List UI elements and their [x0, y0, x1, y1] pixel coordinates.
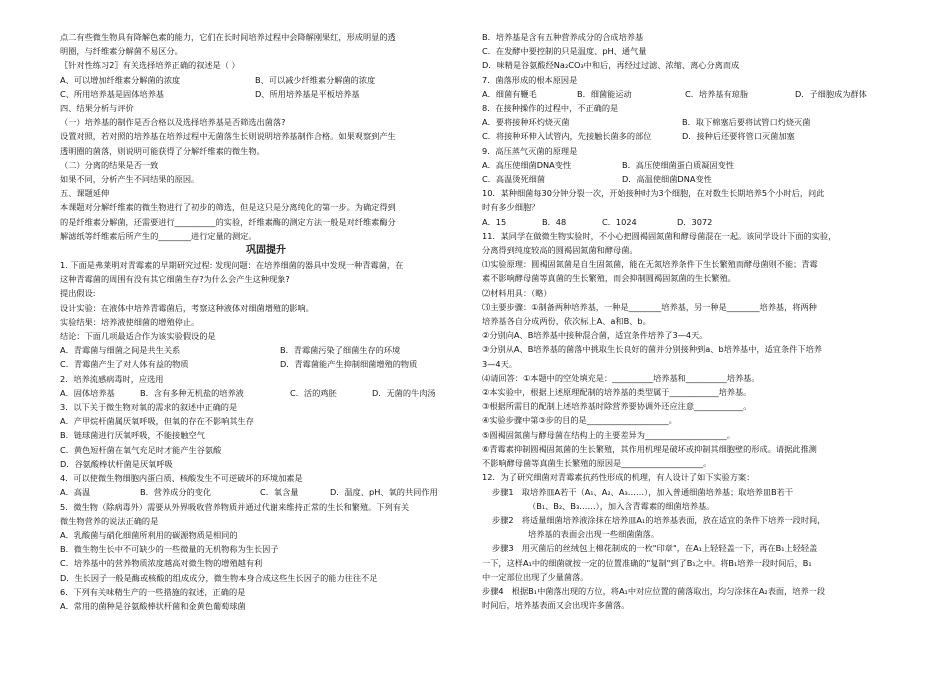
option-d: D．谷氨酸棒状杆菌是厌氧呼吸	[60, 458, 173, 469]
step-label: 步骤1	[492, 486, 514, 497]
paragraph-line: ⑶主要步骤：①制备两种培养基，一种是________培养基，另一种是________培养基，将两种	[482, 301, 817, 312]
step-text: 培养基的表面会出现一些细菌菌落。	[528, 529, 660, 540]
question-8: 8．在接种操作的过程中，不正确的是	[482, 103, 619, 114]
option-a: A．细菌有鞭毛	[482, 88, 537, 99]
question-2: 2．培养流感病毒时，应选用	[60, 373, 164, 384]
paragraph-line: 素不影响酵母菌等真菌的生长繁殖，而会抑制圆褐固氮菌的生长繁殖。	[482, 273, 736, 284]
option-d: D．子细胞成为群体	[795, 88, 867, 99]
option-c: C．在发酵中要控制的只是温度、pH、通气量	[482, 46, 647, 57]
option-row	[482, 172, 892, 186]
paragraph-line: ⑷请回答：①本题中的空处填充是：__________培养基和__________培养基。	[482, 372, 760, 383]
option-c: C．培养基有琼脂	[685, 88, 749, 99]
option-c: C．氧含量	[260, 487, 299, 498]
paragraph-line: ⑴实验原理：圆褐固氮菌是自生固氮菌，能在无氮培养条件下生长繁殖而酵母菌则不能；青霉	[482, 259, 818, 270]
option-b: B．高压使细菌蛋白质凝固变性	[622, 159, 735, 170]
step-text: 一下，这样A₁中的细菌就按一定的位置准确的"复制"到了B₁之中。将B₁培养一段时间后，B₁	[482, 557, 812, 568]
section-heading: 四、结果分析与评价	[60, 103, 134, 114]
option-b: B．链球菌进行厌氧呼吸，不能接触空气	[60, 430, 205, 441]
subsection-heading: （一）培养基的制作是否合格以及选择培养基是否筛选出菌落?	[60, 117, 286, 128]
paragraph-line: 明圈，与纤维素分解菌不易区分。	[60, 46, 183, 57]
paragraph-line: ⑥青霉素抑制圆褐固氮菌的生长繁殖，其作用机理是破坏或抑制其细胞壁的形成。请据此推测	[482, 443, 817, 454]
question-11: 11．某同学在做微生物实验时，不小心把圆褐固氮菌和酵母菌混在一起。该同学设计下面的实验，	[482, 230, 837, 241]
option-d: D．3072	[677, 216, 713, 227]
step-text: （B₁、B₂、B₃……），加入含青霉素的细菌培养基。	[528, 500, 715, 511]
question-3: 3．以下关于微生物对氧的需求的叙述中正确的是	[60, 402, 238, 413]
paragraph-line: 不影响酵母菌等真菌生长繁殖的原因是____________________。	[482, 458, 712, 469]
paragraph-line: ③分别从A、B培养基的菌落中挑取生长良好的菌并分别接种到a、b培养基中，适宜条件下培养	[482, 344, 822, 355]
question-5-line: 微生物营养的说法正确的是	[60, 515, 159, 526]
option-b: B．取下棉塞后要将试管口灼烧灭菌	[682, 117, 811, 128]
option-row	[60, 343, 472, 357]
option-row	[60, 73, 472, 87]
option-c: C．青霉菌产生了对人体有益的物质	[60, 359, 189, 370]
subsection-heading: （二）分离的结果是否一致	[60, 159, 159, 170]
option-d: D．无菌的牛肉汤	[372, 387, 436, 398]
option-a: A．乳酸菌与硝化细菌所利用的碳源物质是相同的	[60, 529, 238, 540]
option-row	[482, 115, 892, 129]
question-11-line: 分离得到纯度较高的圆褐固氮菌和酵母菌。	[482, 245, 638, 256]
question-10: 10．某种细菌每30分钟分裂一次，开始接种时为3个细胞，在对数生长期培养5个小时后，问此	[482, 188, 825, 199]
step-text: 将适量细菌培养液涂抹在培养皿A₁的培养基表面，放在适宜的条件下培养一段时间，	[521, 514, 826, 525]
question-12: 12．为了研究细菌对青霉素抗药性形成的机理，有人设计了如下实验方案：	[482, 472, 755, 483]
step-label: 步骤3	[492, 543, 514, 554]
paragraph-line: ②本实验中，根据上述原理配制的培养基的类型属于____________培养基。	[482, 387, 752, 398]
option-c: C．活的鸡胚	[290, 387, 337, 398]
paragraph-line: ⑤圆褐固氮菌与酵母菌在结构上的主要差异为____________________。	[482, 429, 735, 440]
option-a: A．高压使细菌DNA变性	[482, 159, 572, 170]
paragraph-line: 设置对照，若对照的培养基在培养过程中无菌落生长则说明培养基制作合格。如果观察到产生	[60, 131, 396, 142]
option-b: B、可以减少纤维素分解菌的浓度	[255, 74, 376, 85]
option-c: C、所用培养基是固体培养基	[60, 88, 164, 99]
step-text: 用灭菌后的丝绒包上棉花制成的一枚"印章"，在A₁上轻轻盖一下，再在B₁上轻轻盖	[521, 543, 818, 554]
step-text: 中一定部位出现了少量菌落。	[482, 571, 589, 582]
question-7: 7．菌落形成的根本原因是	[482, 74, 578, 85]
option-b: B．青霉菌污染了细菌生存的环境	[280, 345, 401, 356]
option-d: D．青霉菌能产生抑制细菌增殖的物质	[280, 359, 418, 370]
option-a: A．常用的菌种是谷氨酸棒状杆菌和金黄色葡萄球菌	[60, 600, 246, 611]
step-3	[482, 541, 892, 555]
paragraph-line: 3—4天。	[482, 358, 517, 369]
option-row	[482, 215, 892, 229]
option-row	[60, 386, 472, 400]
question-1-line: 这种青霉菌的周围有没有其它细菌生存?为什么会产生这种现象?	[60, 274, 290, 285]
paragraph-line: ②分别向A、B培养基中接种混合菌，适宜条件培养了3—4天。	[482, 330, 708, 341]
paragraph-line: 如果不同，分析产生不同结果的原因。	[60, 174, 200, 185]
question-6: 6．下列有关味精生产的一些措施的叙述，正确的是	[60, 586, 246, 597]
step-label: 步骤4	[482, 585, 504, 596]
option-row	[60, 485, 472, 499]
option-c: C．黄色短杆菌在氧气充足时才能产生谷氨酸	[60, 444, 222, 455]
question-5: 5．微生物（除病毒外）需要从外界吸收营养物质并通过代谢来维持正常的生长和繁殖。下列有关	[60, 501, 410, 512]
option-b: B．营养成分的变化	[140, 487, 212, 498]
question-4: 4．可以使微生物细胞内蛋白质、核酸发生不可逆破坏的环境加素是	[60, 473, 303, 484]
paragraph-line: 透明圈的菌落，则说明可能获得了分解纤维素的微生物。	[60, 145, 265, 156]
left-column	[60, 30, 472, 613]
option-d: D．接种后还要将管口灭菌加塞	[682, 131, 795, 142]
option-row	[482, 129, 892, 143]
option-a: A．高温	[60, 487, 91, 498]
option-d: D．生长因子一般是酶或核酸的组成成分，微生物本身合成这些生长因子的能力往往不足	[60, 572, 378, 583]
paragraph-line: 培养基各自分成两份，依次标上A、a和B、b。	[482, 316, 651, 327]
paragraph-line: ④实验步骤中第③步的目的是____________________。	[482, 415, 677, 426]
option-b: B．48	[542, 216, 567, 227]
option-d: D．味精是谷氨酸经Na₂CO₃中和后，再经过过滤、浓缩、离心分离而成	[482, 60, 740, 71]
step-label: 步骤2	[492, 514, 514, 525]
option-a: A．固体培养基	[60, 387, 115, 398]
option-a: A．要将接种环灼烧灭菌	[482, 117, 570, 128]
option-c: C．高温烫死细菌	[482, 174, 546, 185]
option-row	[60, 87, 472, 101]
option-c: C．将接种环伸入试管内，先接触长菌多的部位	[482, 131, 652, 142]
step-text: 时间后，培养基表面又会出现许多菌落。	[482, 600, 630, 611]
option-d: D．高温使细菌DNA变性	[622, 174, 712, 185]
option-a: A．15	[482, 216, 507, 227]
option-a: A．青霉菌与细菌之间是共生关系	[60, 345, 181, 356]
option-b: B．含有多种无机盐的培养液	[140, 387, 244, 398]
option-b: B．培养基是含有五种营养成分的合成培养基	[482, 32, 644, 42]
option-row	[60, 357, 472, 371]
paragraph-line: 解滤纸等纤维素后所产生的________进行定量的测定。	[60, 230, 257, 241]
option-c: C．培养基中的营养物质浓度越高对微生物的增殖越有利	[60, 558, 263, 569]
option-c: C．1024	[602, 216, 637, 227]
step-text: 根据B₁中菌落出现的方位，将A₁中对应位置的菌落取出，均匀涂抹在A₂表面，培养一段	[511, 585, 826, 596]
option-a: A．产甲烷杆菌属厌氧呼吸，但氧的存在不影响其生存	[60, 416, 254, 427]
paragraph-line: 提出假设:	[60, 288, 96, 299]
question-1: 1. 下面是弗莱明对青霉素的早期研究过程: 发现问题：在培养细菌的器具中发现一种青霉菌，在	[60, 260, 404, 271]
paragraph-line: 结论：下面几项最适合作为该实验假设的是	[60, 331, 216, 342]
option-d: D．温度、pH、氧的共同作用	[330, 487, 438, 498]
step-4	[482, 584, 892, 598]
option-b: B．细菌能运动	[577, 88, 632, 99]
option-row	[482, 87, 892, 101]
practice-question: 〖针对性练习2〗有关选择培养正确的叙述是（ ）	[60, 60, 240, 71]
option-d: D、所用培养基是平板培养基	[255, 88, 360, 99]
option-b: B．微生物生长中不可缺少的一些微量的无机物称为生长因子	[60, 544, 279, 555]
question-10-line: 时有多少细胞？	[482, 202, 540, 213]
paragraph-line: 点二有些微生物具有降解色素的能力，它们在长时间培养过程中会降解刚果红，形成明显的透	[60, 32, 396, 42]
step-1	[482, 485, 892, 499]
step-2	[482, 513, 892, 527]
paragraph-line: ③根据所需目的配制上述培养基时除营养要协调外还应注意____________。	[482, 401, 752, 412]
paragraph-line: 设计实验：在液体中培养青霉菌后，考察这种液体对细菌增殖的影响。	[60, 302, 314, 313]
consolidate-title: 巩固提升	[246, 245, 286, 257]
section-heading: 五、课题延伸	[60, 188, 110, 199]
paragraph-line: ⑵材料用具：（略）	[482, 287, 552, 298]
option-row	[482, 158, 892, 172]
paragraph-line: 本课题对分解纤维素的微生物进行了初步的筛选，但是这只是分离纯化的第一步。为确定得到	[60, 202, 396, 213]
right-column	[482, 30, 892, 612]
paragraph-line: 实验结果：培养液使细菌的增殖停止。	[60, 316, 200, 327]
option-a: A、可以增加纤维素分解菌的浓度	[60, 74, 181, 85]
step-text: 取培养皿A若干（A₁、A₂、A₃……），加入普通细菌培养基；取培养皿B若干	[521, 486, 794, 497]
paragraph-line: 的是纤维素分解菌，还需要进行__________的实验，纤维素酶的测定方法一般是对纤维素酶分	[60, 216, 396, 227]
question-9: 9．高压蒸气灭菌的原理是	[482, 145, 578, 156]
